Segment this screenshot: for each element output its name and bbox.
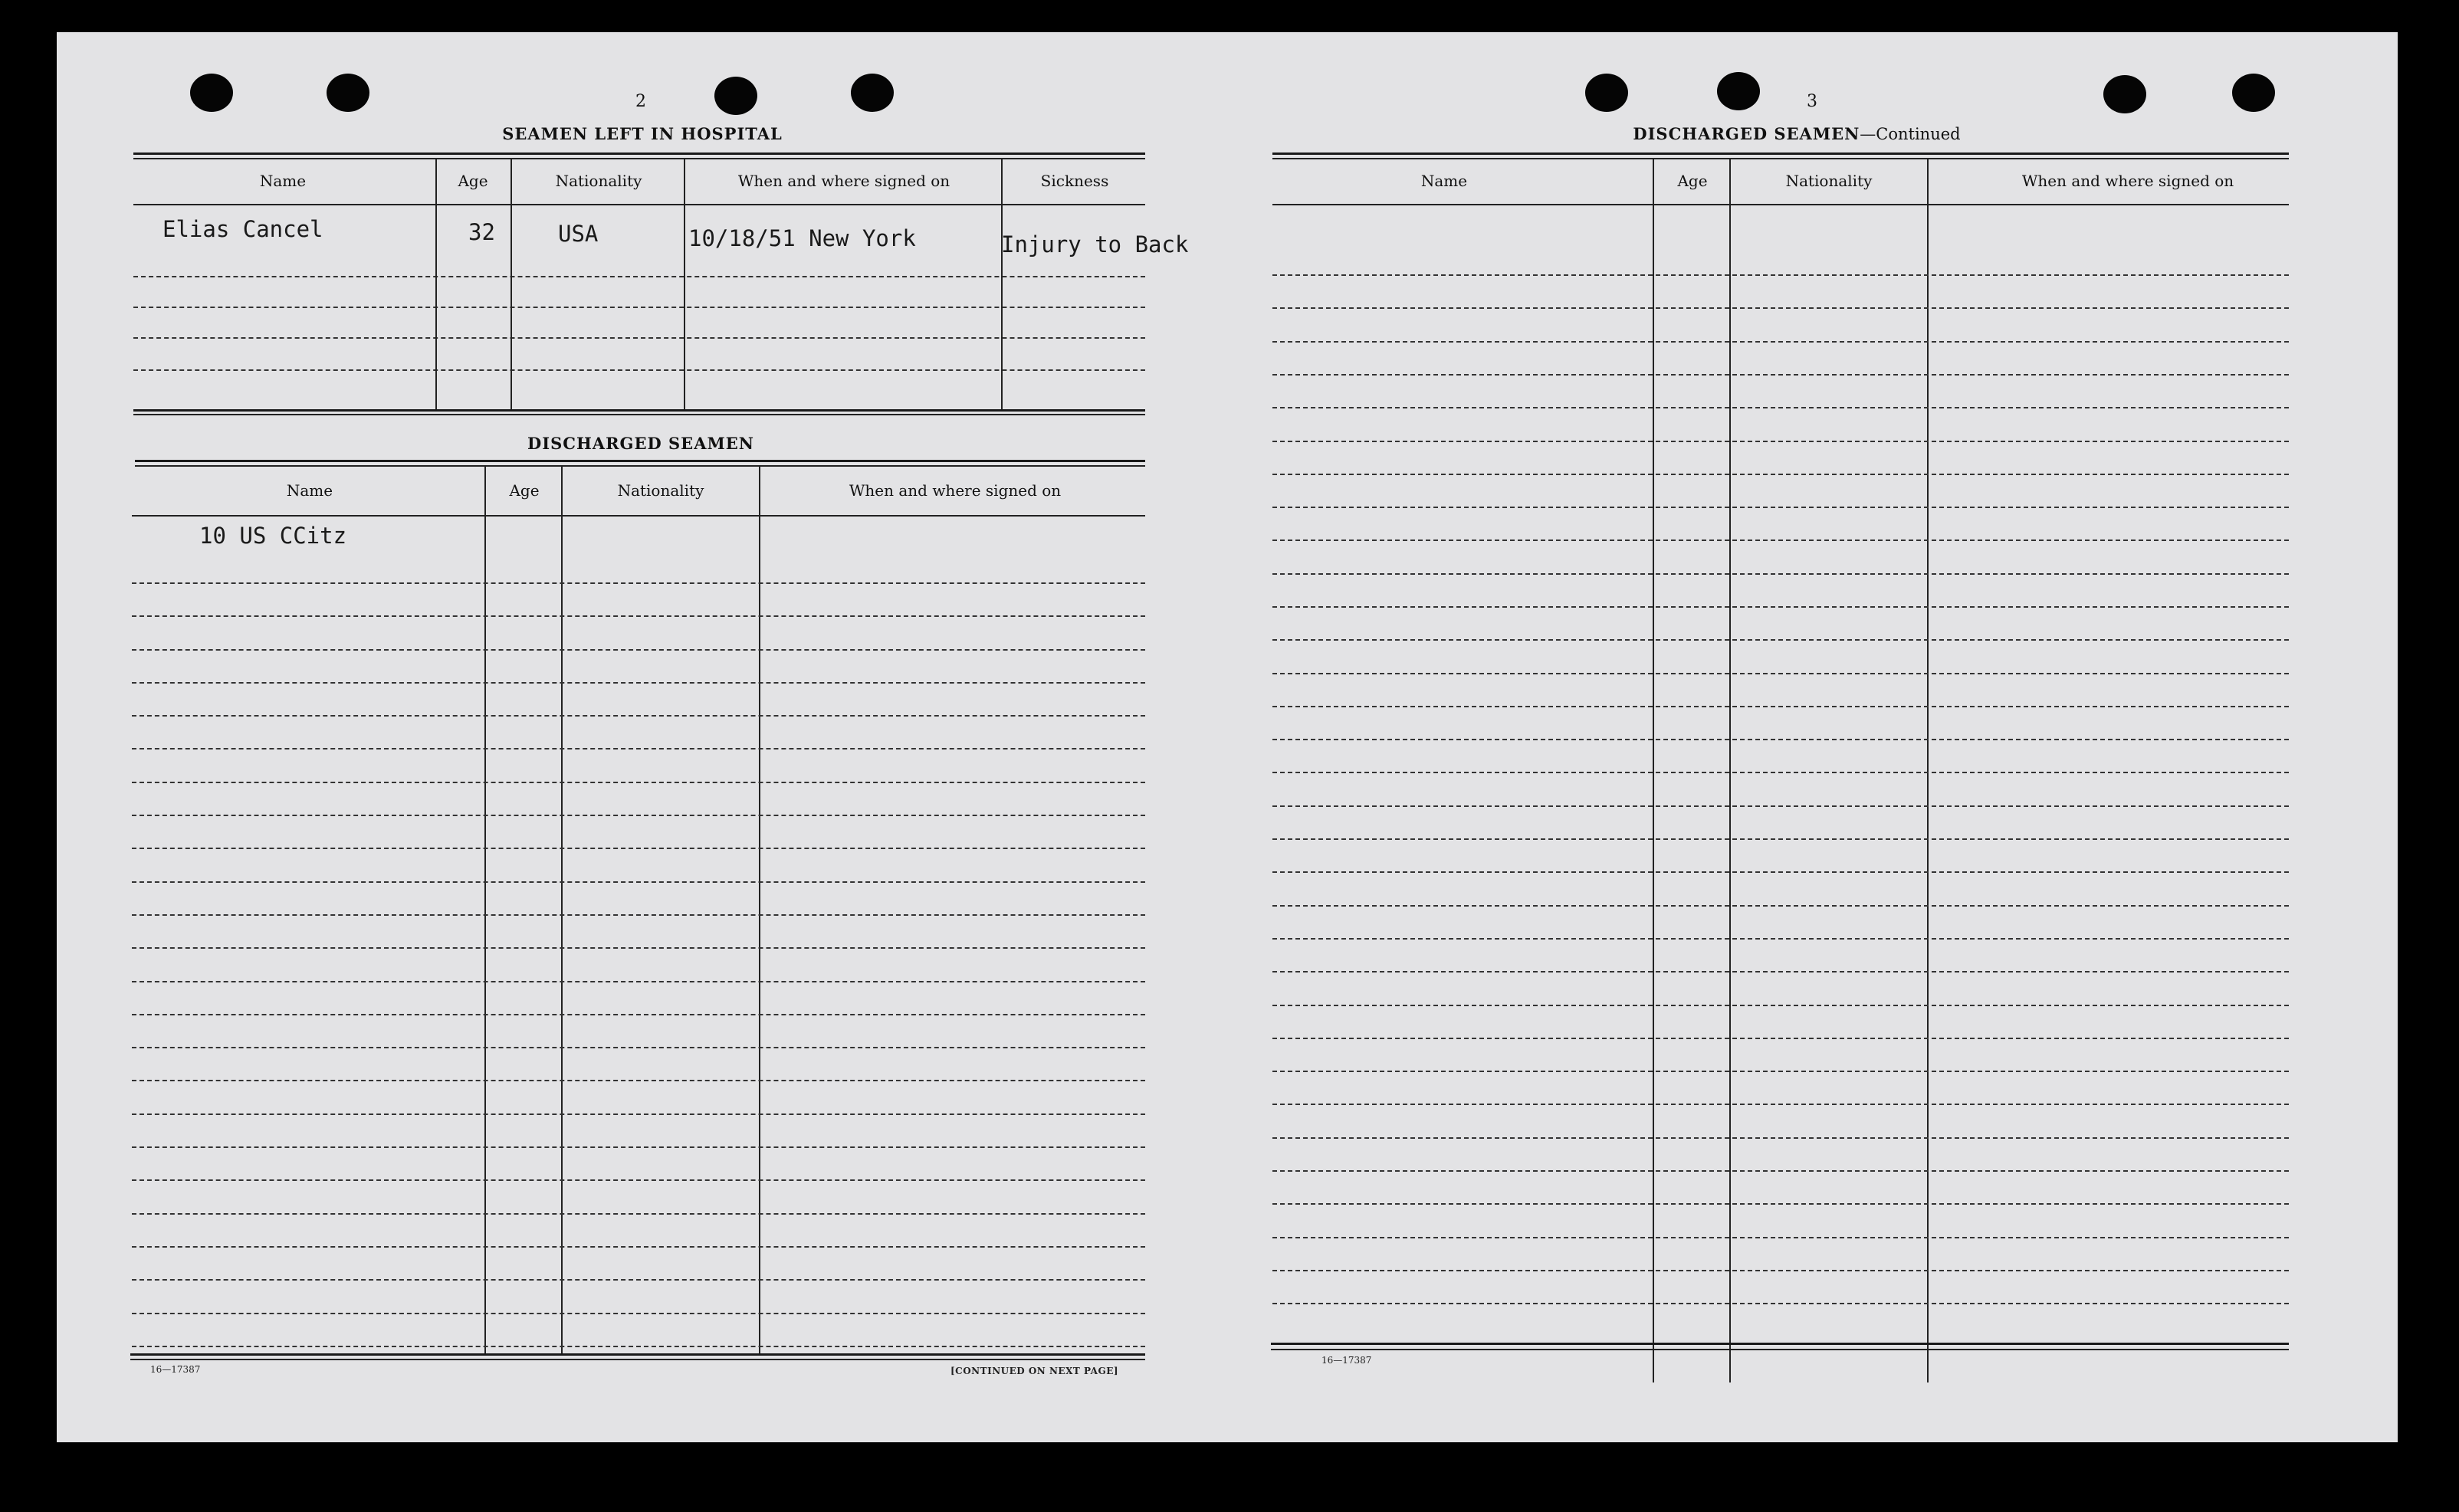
col-header-nationality: Nationality bbox=[617, 481, 704, 500]
title-suffix: —Continued bbox=[1860, 125, 1961, 143]
ruled-row-line bbox=[132, 1014, 1145, 1015]
ruled-row-line bbox=[1272, 805, 2289, 807]
ruled-row-line bbox=[1272, 1303, 2289, 1304]
col-header-nationality: Nationality bbox=[555, 172, 642, 190]
ruled-row-line bbox=[132, 881, 1145, 883]
ruled-row-line bbox=[1272, 341, 2289, 343]
continued-note: [CONTINUED ON NEXT PAGE] bbox=[950, 1366, 1119, 1376]
col-header-signed-on: When and where signed on bbox=[849, 481, 1062, 500]
ruled-row-line bbox=[132, 582, 1145, 584]
ruled-row-line bbox=[132, 815, 1145, 816]
punch-hole bbox=[1717, 72, 1760, 110]
ruled-row-line bbox=[1272, 1071, 2289, 1072]
ruled-row-line bbox=[1272, 871, 2289, 873]
ruled-row-line bbox=[132, 981, 1145, 982]
ruled-row-line bbox=[1272, 838, 2289, 840]
ruled-row-line bbox=[1272, 441, 2289, 442]
punch-hole bbox=[190, 74, 233, 112]
ruled-row-line bbox=[132, 682, 1145, 684]
punch-hole bbox=[714, 77, 757, 115]
ruled-row-line bbox=[1272, 673, 2289, 674]
ruled-row-line bbox=[132, 748, 1145, 749]
ruled-row-line bbox=[132, 615, 1145, 617]
ruled-row-line bbox=[1272, 1270, 2289, 1271]
page-number: 3 bbox=[1807, 92, 1817, 111]
page-number: 2 bbox=[635, 92, 646, 111]
ruled-row-line bbox=[1272, 639, 2289, 641]
discharged-continued-title bbox=[1633, 124, 1960, 143]
punch-hole bbox=[2232, 74, 2275, 112]
ruled-row-line bbox=[132, 848, 1145, 849]
ruled-row-line bbox=[1272, 1038, 2289, 1039]
ruled-row-line bbox=[132, 715, 1145, 717]
col-header-signed-on: When and where signed on bbox=[2021, 172, 2234, 190]
ruled-row-line bbox=[1272, 274, 2289, 276]
ruled-row-line bbox=[1272, 706, 2289, 707]
seaman-signed-on: 10/18/51 New York bbox=[688, 225, 916, 251]
ruled-row-line bbox=[1272, 1203, 2289, 1205]
punch-hole bbox=[851, 74, 894, 112]
ruled-row-line bbox=[1272, 1137, 2289, 1139]
punch-hole bbox=[1585, 74, 1628, 112]
ruled-row-line bbox=[132, 914, 1145, 916]
form-number: 16—17387 bbox=[1321, 1355, 1372, 1366]
ruled-row-line bbox=[132, 1346, 1145, 1347]
punch-hole bbox=[2103, 75, 2146, 113]
ruled-row-line bbox=[1272, 1237, 2289, 1238]
ruled-row-line bbox=[1272, 540, 2289, 541]
discharged-note: 10 US CCitz bbox=[199, 523, 347, 549]
ruled-row-line bbox=[1272, 905, 2289, 907]
ruled-row-line bbox=[1272, 938, 2289, 940]
ruled-row-line bbox=[1272, 606, 2289, 608]
col-header-age: Age bbox=[509, 481, 540, 500]
col-header-age: Age bbox=[1677, 172, 1708, 190]
seaman-nationality: USA bbox=[558, 221, 599, 247]
ruled-row-line bbox=[132, 1246, 1145, 1248]
seaman-name: Elias Cancel bbox=[163, 216, 323, 242]
ruled-row-line bbox=[1272, 1170, 2289, 1172]
ruled-row-line bbox=[1272, 374, 2289, 376]
manifest-sheet bbox=[57, 32, 2398, 1442]
ruled-row-line bbox=[1272, 307, 2289, 309]
col-header-name: Name bbox=[259, 172, 307, 190]
hospital-section-title: SEAMEN LEFT IN HOSPITAL bbox=[502, 124, 783, 143]
ruled-row-line bbox=[132, 947, 1145, 949]
ruled-row-line bbox=[1272, 474, 2289, 475]
ruled-row-line bbox=[1272, 1005, 2289, 1006]
ruled-row-line bbox=[1272, 772, 2289, 773]
ruled-row-line bbox=[132, 782, 1145, 783]
ruled-row-line bbox=[1272, 971, 2289, 972]
ruled-row-line bbox=[132, 649, 1145, 651]
form-number: 16—17387 bbox=[150, 1364, 201, 1375]
col-header-sickness: Sickness bbox=[1040, 172, 1109, 190]
ruled-row-line bbox=[132, 1047, 1145, 1048]
ruled-row-line bbox=[132, 1313, 1145, 1314]
ruled-row-line bbox=[1272, 507, 2289, 508]
punch-hole bbox=[327, 74, 369, 112]
ruled-row-line bbox=[132, 1279, 1145, 1281]
ruled-row-line bbox=[1272, 739, 2289, 740]
ruled-row-line bbox=[1272, 1104, 2289, 1105]
ruled-row-line bbox=[132, 1080, 1145, 1081]
col-header-name: Name bbox=[1420, 172, 1468, 190]
col-header-age: Age bbox=[458, 172, 488, 190]
seaman-age: 32 bbox=[468, 219, 495, 245]
seaman-sickness: Injury to Back bbox=[1001, 231, 1189, 257]
ruled-row-line bbox=[132, 1114, 1145, 1115]
ruled-row-line bbox=[132, 1179, 1145, 1181]
ruled-row-line bbox=[1272, 573, 2289, 575]
ruled-row-line bbox=[132, 1146, 1145, 1148]
title-main: DISCHARGED SEAMEN bbox=[1633, 124, 1860, 143]
ruled-row-line bbox=[132, 1213, 1145, 1215]
col-header-name: Name bbox=[286, 481, 333, 500]
col-header-nationality: Nationality bbox=[1785, 172, 1873, 190]
col-header-signed-on: When and where signed on bbox=[737, 172, 950, 190]
discharged-section-title: DISCHARGED SEAMEN bbox=[527, 434, 754, 453]
ruled-row-line bbox=[1272, 407, 2289, 408]
